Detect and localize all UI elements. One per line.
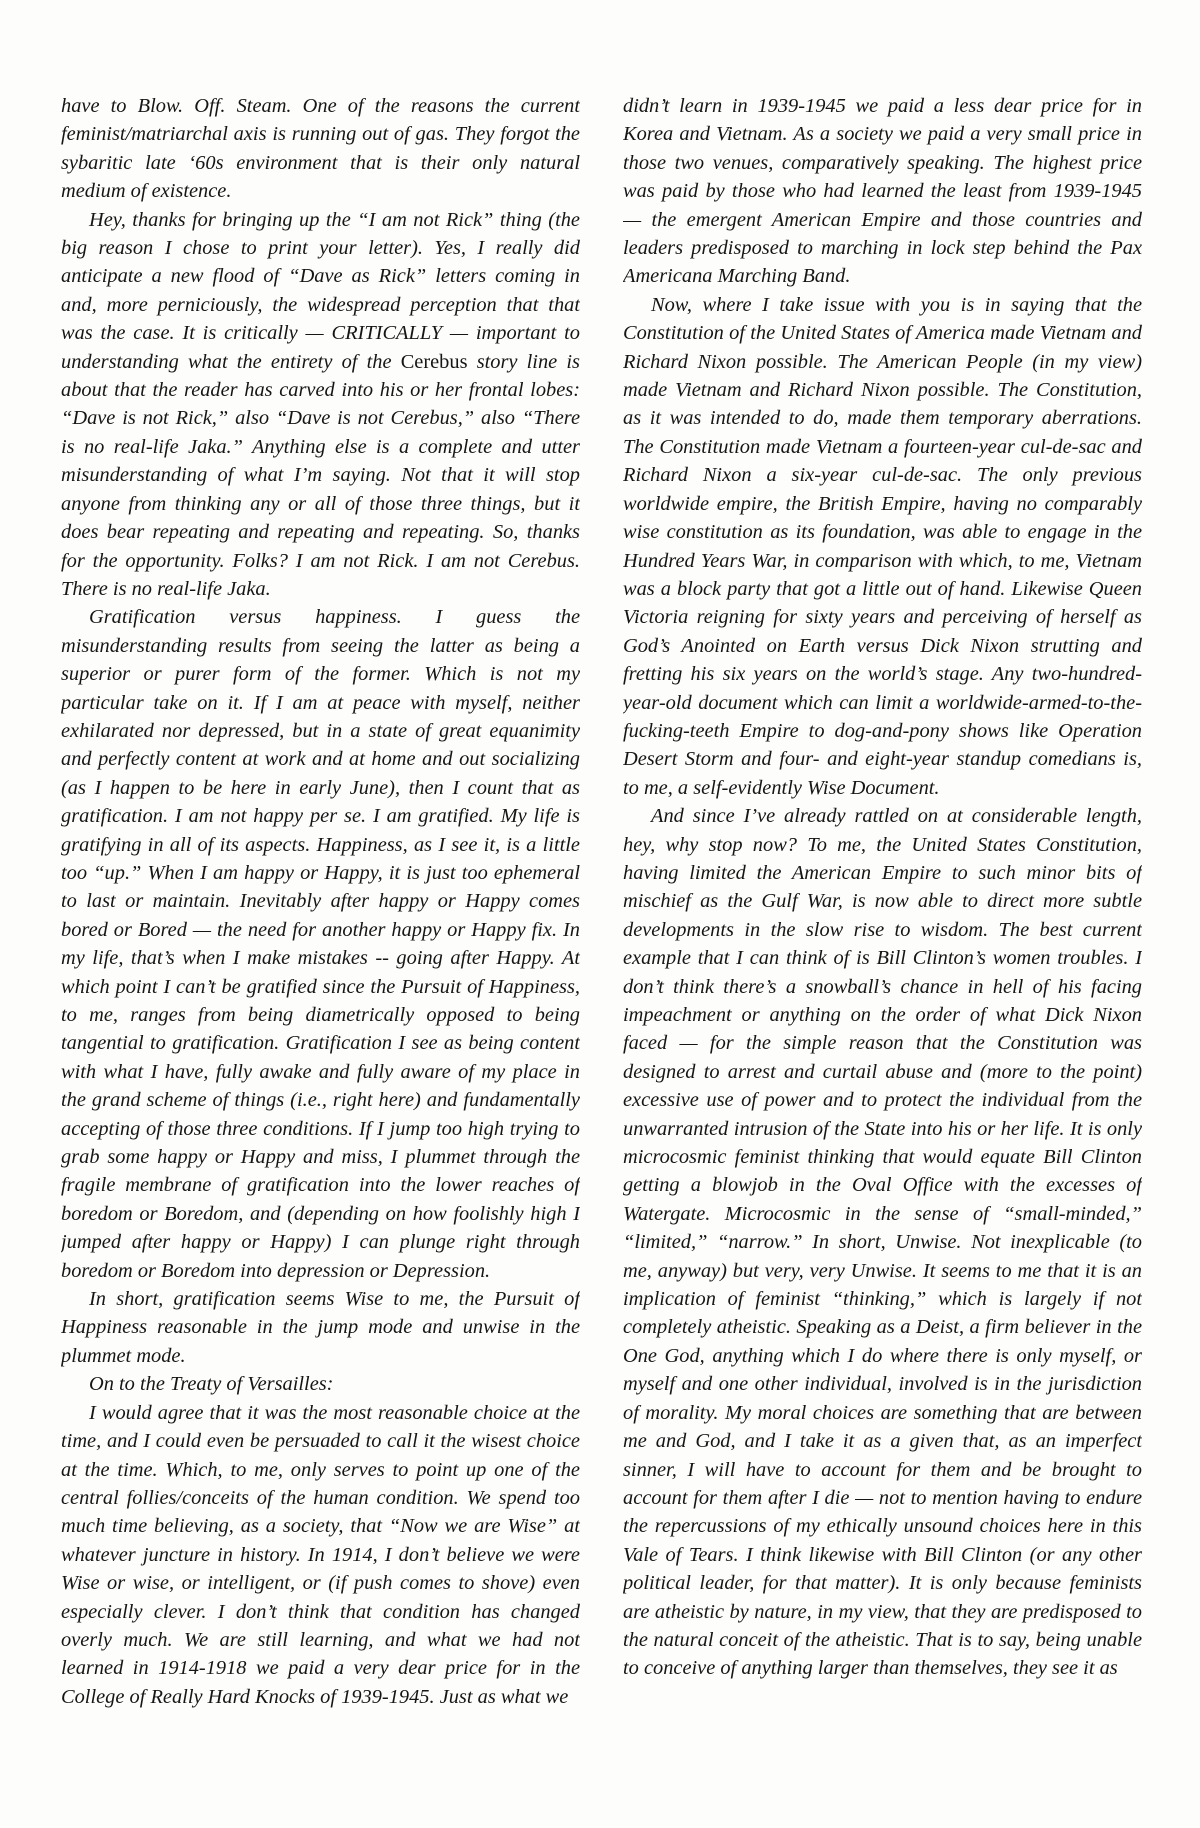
paragraph: And since I’ve already rattled on at considerable length, hey, why stop now? To me, the United States Constitution, having limited the American Empire to such minor bits of mischief as the Gulf War, is now able to direct more subtle developments in the slow rise to wisdom. The best current example that I can think of is Bill Clinton’s women troubles. I don’t think there’s a snowball’s chance in hell of his facing impeachment or anything on the order of what Dick Nixon faced — for the simple reason that the Constitution was designed to arrest and curtail abuse and (more to the point) excessive use of power and to protect the individual from the unwarranted intrusion of the State into his or her life. It is only microcosmic feminist thinking that would equate Bill Clinton getting a blowjob in the Oval Office with the excesses of Watergate. Microcosmic in the sense of “small-minded,” “limited,” “narrow.” In short, Unwise. Not inexplicable (to me, anyway) but very, very Unwise. It seems to me that it is an implication of feminist “thinking,” which is largely if not completely atheistic. Speaking as a Deist, a firm believer in the One God, anything which I do where there is only myself, or myself and one other individual, involved is in the jurisdiction of morality. My moral choices are something that are between me and God, and I take it as a given that, as an imperfect sinner, I will have to account for them and be brought to account for them after I die — not to mention having to endure the repercussions of my ethically unsound choices here in this Vale of Tears. I think likewise with Bill Clinton (or any other political leader, for that matter). It is only because feminists are atheistic by nature, in my view, that they are predisposed to the natural conceit of the atheistic. That is to say, being unable to conceive of anything larger than themselves, they see it as xyxy=(623,805,1142,1680)
left-column xyxy=(61,92,580,1792)
comic-title: Cerebus xyxy=(400,350,468,373)
right-column xyxy=(623,92,1142,1792)
paragraph xyxy=(61,206,580,604)
paragraph: In short, gratification seems Wise to me, the Pursuit of Happiness reasonable in the jump mode and unwise in the plummet mode. xyxy=(61,1288,580,1367)
paragraph: didn’t learn in 1939-1945 we paid a less dear price for in Korea and Vietnam. As a society we paid a very small price in those two venues, comparatively speaking. The highest price was paid by those who had learned the least from 1939-1945 — the emergent American Empire and those countries and leaders predisposed to marching in lock step behind the Pax Americana Marching Band. xyxy=(623,95,1142,288)
paragraph: I would agree that it was the most reasonable choice at the time, and I could even be persuaded to call it the wisest choice at the time. Which, to me, only serves to point up one of the central follies/conceits of the human condition. We spend too much time believing, as a society, that “Now we are Wise” at whatever juncture in history. In 1914, I don’t believe we were Wise or wise, or intelligent, or (if push comes to shove) even especially clever. I don’t think that condition has changed overly much. We are still learning, and what we had not learned in 1914-1918 we paid a very dear price for in the College of Really Hard Knocks of 1939-1945. Just as what we xyxy=(61,1401,580,1708)
paragraph: On to the Treaty of Versailles: xyxy=(89,1373,334,1396)
paragraph: Now, where I take issue with you is in saying that the Constitution of the United States of America made Vietnam and Richard Nixon possible. The American People (in my view) made Vietnam and Richard Nixon possible. The Constitution, as it was intended to do, made them temporary aberrations. The Constitution made Vietnam a fourteen-year cul-de-sac and Richard Nixon a six-year cul-de-sac. The only previous worldwide empire, the British Empire, having no comparably wise constitution as its foundation, was able to engage in the Hundred Years War, in comparison with which, to me, Vietnam was a block party that got a little out of hand. Likewise Queen Victoria reigning for sixty years and perceiving of herself as God’s Anointed on Earth versus Dick Nixon strutting and fretting his six years on the world’s stage. Any two-hundred-year-old document which can limit a worldwide-armed-to-the-fucking-teeth Empire to dog-and-pony shows like Operation Desert Storm and four- and eight-year standup comedians is, to me, a self-evidently Wise Document. xyxy=(623,293,1142,799)
paragraph-text: Hey, thanks for bringing up the “I am not Rick” thing (the big reason I chose to print your letter). Yes, I really did anticipate a new flood of “Dave as Rick” letters coming in and, more perniciously, the widespread perception that that was the case. It is critically — CRITICALLY — important to understanding what the entirety of the xyxy=(61,208,580,373)
paragraph: have to Blow. Off. Steam. One of the reasons the current feminist/matriarchal axis is running out of gas. They forgot the sybaritic late ‘60s environment that is their only natural medium of existence. xyxy=(61,95,580,203)
paragraph-text: story line is about that the reader has carved into his or her frontal lobes: “Dave is not Rick,” also “Dave is not Cerebus,” also “There is no real-life Jaka.” Anything else is a complete and utter misunderstanding of what I’m saying. Not that it will stop anyone from thinking any or all of those three things, but it does bear repeating and repeating and repeating. So, thanks for the opportunity. Folks? I am not Rick. I am not Cerebus. There is no real-life Jaka. xyxy=(61,350,580,600)
paragraph: Gratification versus happiness. I guess the misunderstanding results from seeing the latter as being a superior or purer form of the former. Which is not my particular take on it. If I am at peace with myself, neither exhilarated nor depressed, but in a state of great equanimity and perfectly content at work and at home and out socializing (as I happen to be here in early June), then I count that as gratification. I am not happy per se. I am gratified. My life is gratifying in all of its aspects. Happiness, as I see it, is a little too “up.” When I am happy or Happy, it is just too ephemeral to last or maintain. Inevitably after happy or Happy comes bored or Bored — the need for another happy or Happy fix. In my life, that’s when I make mistakes -- going after Happy. At which point I can’t be gratified since the Pursuit of Happiness, to me, ranges from being diametrically opposed to being tangential to gratification. Gratification I see as being content with what I have, fully awake and fully aware of my place in the grand scheme of things (i.e., right here) and fundamentally accepting of those three conditions. If I jump too high trying to grab some happy or Happy and miss, I plummet through the fragile membrane of gratification into the lower reaches of boredom or Boredom, and (depending on how foolishly high I jumped after happy or Happy) I can plunge right through boredom or Boredom into depression or Depression. xyxy=(61,606,580,1282)
